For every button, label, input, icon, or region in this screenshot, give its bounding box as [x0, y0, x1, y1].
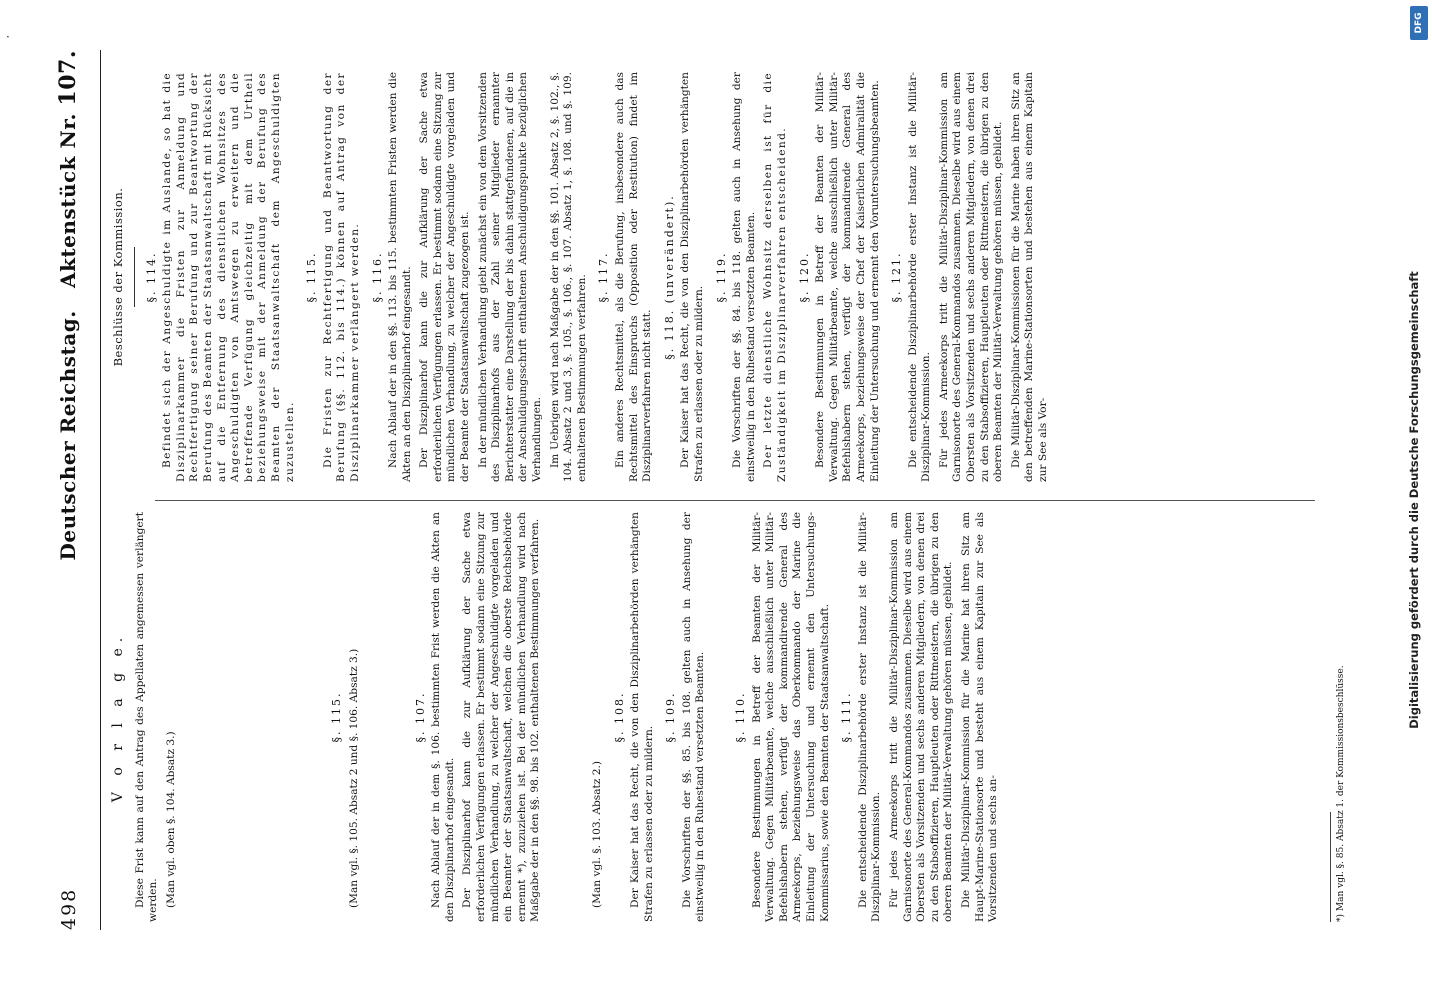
column-title-vorlage: V o r l a g e. [110, 631, 126, 803]
spacer [712, 512, 726, 922]
section-heading-114: §. 114. [144, 251, 158, 303]
spacer [366, 512, 406, 922]
section-heading-120: §. 120. [797, 251, 811, 303]
paragraph-111-2: Für jedes Armeekorps tritt die Militär-Disziplinar-Kommission am Garnisonorte des General-Kommandos zusammen. Dieselbe wird aus einem Obersten als Vorsitzenden und sechs anderen Mitgliedern, von denen drei zu den Stabsoffizieren, Hauptleuten oder Rittmeistern, die übrigen zu den oberen Beamten der Militär-Verwaltung gehören müssen, gebildet. [888, 512, 955, 922]
section-heading-118: §. 118. (unverändert). [662, 194, 676, 360]
paragraph-117: Ein anderes Rechtsmittel, als die Berufung, insbesondere auch das Rechtsmittel des Einspruchs (Opposition oder Restitution) findet im Disziplinarverfahren nicht statt. [614, 72, 654, 482]
paragraph-118: Der Kaiser hat das Recht, die von den Disziplinarbehörden verhängten Strafen zu erlassen oder zu mildern. [679, 72, 705, 482]
paragraph-111-1: Die entscheidende Disziplinarbehörde erster Instanz ist die Militär-Disziplinar-Kommission. [856, 512, 883, 922]
section-heading-110: §. 110. [734, 691, 748, 743]
paragraph-107-1: Nach Ablauf der in dem §. 106. bestimmten Frist werden die Akten an den Disziplinarhof eingesandt. [430, 512, 456, 922]
section-heading-109: §. 109. [664, 691, 678, 743]
reference-103: (Man vgl. §. 103. Absatz 2.) [590, 761, 603, 908]
column-kommission [112, 72, 1055, 482]
digitization-credit: Digitalisierung gefördert durch die Deutsche Forschungsgemeinschaft [1407, 271, 1421, 729]
paragraph-119-2: Der letzte dienstliche Wohnsitz derselben ist für die Zuständigkeit im Disziplinarverfahren entscheidend. [762, 72, 788, 482]
paragraph-intro: Diese Frist kann auf den Antrag des Appellaten angemessen verlängert werden. [133, 512, 160, 922]
paragraph-107-2: Der Disziplinarhof kann die zur Aufklärung der Sache etwa erforderlichen Verfügungen erlassen. Er bestimmt sodann eine Sitzung zur mündlichen Verhandlung, zu welcher der Angeschuldigte vorgeladen und ein Beamter der Staatsanwaltschaft, welchen die oberste Reichsbehörde ernennt *), zuzuziehen ist. Bei der mündlichen Verhandlung wird nach Maßgabe der in den §§. 98. bis 102. enthaltenen Bestimmungen verfahren. [461, 512, 542, 922]
section-heading-116: §. 116. [370, 251, 384, 303]
footnote: *) Man vgl. §. 85. Absatz 1. der Kommissionsbeschlüsse. [1336, 665, 1346, 922]
digitization-sidebar [1400, 40, 1428, 960]
running-head [55, 50, 81, 560]
aktenstueck-prefix: Aktenstück Nr. [56, 113, 80, 288]
reference-104: (Man vgl. oben §. 104. Absatz 3.) [164, 731, 177, 908]
paragraph-116-4: Im Uebrigen wird nach Maßgabe der in den §§. 101. Absatz 2, §. 102., §. 104. Absatz 2 und 3, §. 105., §. 106., §. 107. Absatz 1, §. 108. und §. 109. enthaltenen Bestimmungen verfahren. [548, 72, 588, 482]
page-header [55, 50, 95, 930]
paragraph-119-1: Die Vorschriften der §§. 84. bis 118. gelten auch in Ansehung der einstweilig in den Ruhestand versetzten Beamten. [731, 72, 757, 482]
section-heading-115: §. 115. [305, 251, 319, 303]
column-vorlage [112, 512, 1005, 922]
paragraph-114: Befindet sich der Angeschuldigte im Auslande, so hat die Disziplinarkammer die Fristen zur Anmeldung und Rechtfertigung seiner Berufung und zur Beantwortung der Berufung des Beamten der Staatsanwaltschaft mit Rücksicht auf die Entfernung des dienstlichen Wohnsitzes des Angeschuldigten von Amtswegen zu erweitern und die betreffende Verfügung gleichzeitig mit dem Urtheil beziehungsweise mit der Anmeldung der Berufung des Beamten der Staatsanwaltschaft dem Angeschuldigten zuzustellen. [161, 72, 296, 482]
scan-speck: · [6, 30, 10, 44]
section-heading-115-left: §. 115. [330, 691, 344, 743]
section-heading-108: §. 108. [612, 691, 626, 743]
dfg-badge-label: DFG [1414, 12, 1424, 34]
paragraph-110: Besondere Bestimmungen in Betreff der Beamten der Militär-Verwaltung. Gegen Militärbeamte, welche ausschließlich unter Militär-Befehlshabern stehen, verfügt der kommandirende General des Armeekorps, beziehungsweise das Oberkommando der Marine die Einleitung der Untersuchung und ernennt den Untersuchungs-Kommissarius, sowie den Beamten der Staatsanwaltschaft. [750, 512, 831, 922]
paragraph-116-2: Der Disziplinarhof kann die zur Aufklärung der Sache etwa erforderlichen Verfügungen erlassen. Er bestimmt sodann eine Sitzung zur mündlichen Verhandlung, zu welcher der Angeschuldigte vorgeladen und der Beamte der Staatsanwaltschaft zugezogen ist. [418, 72, 472, 482]
spacer [547, 512, 587, 922]
paragraph-109: Die Vorschriften der §§. 85. bis 108. gelten auch in Ansehung der einstweilig in den Ruhestand versetzten Beamten. [680, 512, 707, 922]
section-heading-111: §. 111. [840, 691, 854, 743]
page-number: 498 [58, 887, 80, 930]
dfg-logo-icon [1410, 6, 1428, 40]
section-heading-119: §. 119. [714, 251, 728, 303]
paragraph-115: Die Fristen zur Rechtfertigung und Beantwortung der Berufung (§§. 112. bis 114.) können auf Antrag von der Disziplinarkammer verlängert werden. [321, 72, 361, 482]
paragraph-121-3: Die Militär-Disziplinar-Kommissionen für die Marine haben ihren Sitz an den betreffenden Marine-Stationsorten und bestehen aus einem Kapitain zur See als Vor- [1009, 72, 1050, 482]
section-heading-121: §. 121. [890, 251, 904, 303]
spacer [182, 512, 322, 922]
paragraph-116-3: In der mündlichen Verhandlung giebt zunächst ein von dem Vorsitzenden des Disziplinarhofs aus der Zahl seiner Mitglieder ernannter Berichterstatter eine Darstellung der bis dahin stattgefundenen, auf die in der Anschuldigungsschrift enthaltenen Anschuldigungspunkte bezüglichen Verhandlungen. [476, 72, 544, 482]
running-head-title: Deutscher Reichstag. [56, 310, 80, 561]
title-rule [134, 247, 135, 307]
section-heading-107: §. 107. [413, 691, 427, 743]
column-title-kommission: Beschlüsse der Kommission. [111, 187, 125, 367]
paragraph-111-3: Die Militär-Disziplinar-Kommission für die Marine hat ihren Sitz am Haupt-Marine-Stationsorte und besteht aus einem Kapitain zur See als Vorsitzenden und sechs an- [959, 512, 1000, 922]
reference-105: (Man vgl. §. 105. Absatz 2 und §. 106. Absatz 3.) [347, 648, 360, 908]
aktenstueck-number: 107. [55, 50, 81, 106]
paragraph-116-1: Nach Ablauf der in den §§. 113. bis 115. bestimmten Fristen werden die Akten an den Disziplinarhof eingesandt. [387, 72, 413, 482]
section-heading-117: §. 117. [597, 251, 611, 303]
column-divider [155, 500, 1315, 501]
paragraph-120: Besondere Bestimmungen in Betreff der Beamten der Militär-Verwaltung. Gegen Militärbeamte, welche ausschließlich unter Militär-Befehlshabern stehen, verfügt der kommandirende General des Armeekorps, beziehungsweise der Chef der Kaiserlichen Admiralität die Einleitung der Untersuchung und ernennt den Voruntersuchungsbeamten. [814, 72, 881, 482]
paragraph-121-2: Für jedes Armeekorps tritt die Militär-Disziplinar-Kommission am Garnisonorte des General-Kommandos zusammen. Dieselbe wird aus einem Obersten als Vorsitzenden und sechs anderen Mitgliedern, von denen drei zu den Stabsoffizieren, Hauptleuten oder Rittmeistern, die übrigen zu den oberen Beamten der Militär-Verwaltung gehören müssen, gebildet. [937, 72, 1005, 482]
footnote-rule [1330, 812, 1331, 922]
paragraph-108: Der Kaiser hat das Recht, die von den Disziplinarbehörden verhängten Strafen zu erlassen oder zu mildern. [629, 512, 655, 922]
header-rule [100, 50, 101, 930]
paragraph-121-1: Die entscheidende Disziplinarbehörde erster Instanz ist die Militär-Disziplinar-Kommission. [906, 72, 933, 482]
